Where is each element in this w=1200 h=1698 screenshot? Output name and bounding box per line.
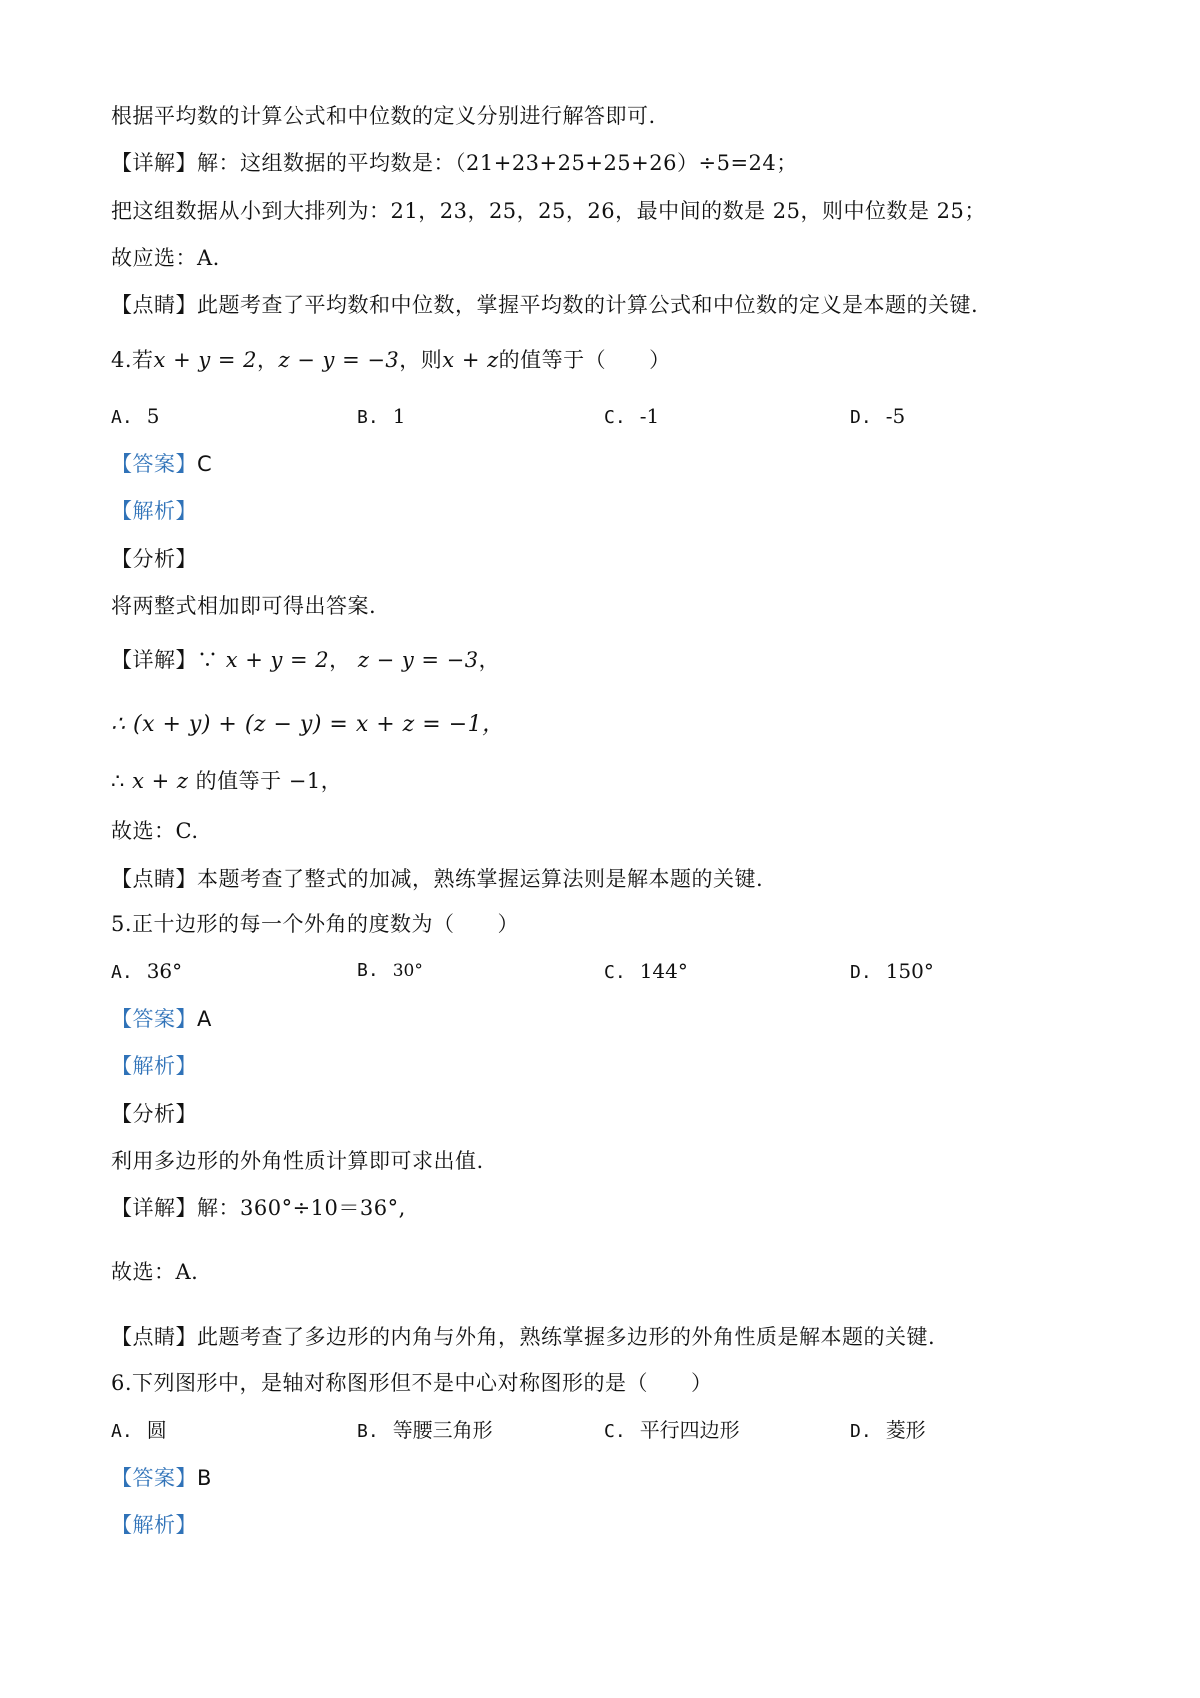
q4-eq1: x + y = 2 [153, 348, 258, 372]
q4-option-c [604, 401, 659, 433]
q5-analysis-text: 利用多边形的外角性质计算即可求出值. [111, 1149, 484, 1173]
q4-option-d [850, 401, 905, 433]
q4-option-c-text: -1 [639, 404, 660, 428]
q5-question: 5.正十边形的每一个外角的度数为（ ） [111, 912, 520, 936]
q4-expr: x + z [442, 348, 499, 372]
q4-step3-suffix: 的值等于 −1， [195, 769, 343, 793]
q4-answer [111, 449, 212, 479]
q4-option-d-text: -5 [885, 404, 906, 428]
q4-answer-value: C [197, 452, 213, 476]
q4-question-prefix: 4.若 [111, 348, 154, 372]
q6-option-c-text: 平行四边形 [639, 1418, 740, 1442]
q6-answer [111, 1463, 212, 1493]
q5-answer [111, 1004, 212, 1034]
q4-jiexi-label: 【解析】 [111, 499, 197, 523]
q4-detail-end: ， [478, 648, 501, 672]
q6-answer-label: 【答案】 [111, 1466, 197, 1490]
q5-option-c-letter: C. [604, 962, 626, 983]
q6-option-b-text: 等腰三角形 [392, 1418, 493, 1442]
q5-option-d [850, 956, 934, 988]
q4-option-a-letter: A. [111, 407, 133, 428]
q5-option-c [604, 956, 688, 988]
q6-option-d-text: 菱形 [885, 1418, 926, 1442]
q4-comment: 【点睛】本题考查了整式的加减，熟练掌握运算法则是解本题的关键. [111, 867, 764, 891]
q4-step3 [111, 766, 342, 796]
q4-question-suffix: 的值等于（ ） [498, 348, 671, 372]
q6-option-d [850, 1415, 926, 1447]
q4-option-b [357, 401, 405, 433]
q6-option-c [604, 1415, 740, 1447]
q5-jiexi-label: 【解析】 [111, 1054, 197, 1078]
q5-option-b-text: 30° [392, 961, 423, 981]
q5-answer-value: A [197, 1007, 212, 1031]
q5-option-a-text: 36° [146, 959, 183, 983]
q4-sep2: ，则 [399, 348, 443, 372]
q3-choice: 故应选：A. [111, 246, 220, 270]
q4-detail-sep: ， [329, 648, 351, 672]
q5-comment: 【点睛】此题考查了多边形的内角与外角，熟练掌握多边形的外角性质是解本题的关键. [111, 1325, 936, 1349]
q4-sep1: ， [257, 348, 279, 372]
q4-detail-eq1: x + y = 2 [225, 648, 330, 672]
q4-answer-label: 【答案】 [111, 452, 197, 476]
q4-step2: ∴ (x + y) + (z − y) = x + z = −1， [111, 712, 505, 737]
q5-option-a-letter: A. [111, 962, 133, 983]
q5-option-b-letter: B. [357, 960, 379, 981]
q5-option-a [111, 956, 182, 988]
q4-step3-prefix: ∴ [111, 769, 125, 793]
q6-jiexi-label: 【解析】 [111, 1513, 197, 1537]
q5-option-c-text: 144° [639, 959, 688, 983]
q6-option-a-text: 圆 [146, 1418, 167, 1442]
q5-option-b [357, 956, 423, 986]
q3-detail-2: 把这组数据从小到大排列为：21，23，25，25，26，最中间的数是 25，则中位数是 25； [111, 199, 986, 223]
q6-option-a-letter: A. [111, 1421, 133, 1442]
q3-analysis-text: 根据平均数的计算公式和中位数的定义分别进行解答即可. [111, 104, 656, 128]
q5-fenxi-label: 【分析】 [111, 1102, 197, 1126]
q6-option-a [111, 1415, 167, 1447]
q5-detail: 【详解】解：360°÷10＝36°, [111, 1196, 406, 1220]
q6-option-b-letter: B. [357, 1421, 379, 1442]
q4-option-b-letter: B. [357, 407, 379, 428]
q4-detail-eq2: z − y = −3 [357, 648, 479, 672]
q4-option-c-letter: C. [604, 407, 626, 428]
q5-answer-label: 【答案】 [111, 1007, 197, 1031]
q4-step3-expr: x + z [132, 769, 189, 793]
q4-option-b-text: 1 [392, 404, 406, 428]
q4-analysis-text: 将两整式相加即可得出答案. [111, 594, 377, 618]
q6-answer-value: B [197, 1466, 212, 1490]
q4-detail [111, 645, 500, 675]
q4-question [111, 345, 671, 375]
q3-detail-1: 【详解】解：这组数据的平均数是：（21+23+25+25+26）÷5=24； [111, 151, 798, 175]
q4-choice: 故选：C. [111, 819, 199, 843]
q5-option-d-text: 150° [885, 959, 934, 983]
q5-choice: 故选：A. [111, 1260, 199, 1284]
q6-option-c-letter: C. [604, 1421, 626, 1442]
q6-question: 6.下列图形中，是轴对称图形但不是中心对称图形的是（ ） [111, 1371, 713, 1395]
q5-option-d-letter: D. [850, 962, 872, 983]
q4-option-a [111, 401, 159, 433]
q4-option-d-letter: D. [850, 407, 872, 428]
q4-detail-label: 【详解】∵ [111, 648, 219, 672]
q4-eq2: z − y = −3 [278, 348, 400, 372]
q3-comment: 【点睛】此题考查了平均数和中位数，掌握平均数的计算公式和中位数的定义是本题的关键. [111, 293, 979, 317]
q6-option-d-letter: D. [850, 1421, 872, 1442]
q4-option-a-text: 5 [146, 404, 160, 428]
q6-option-b [357, 1415, 493, 1447]
q4-fenxi-label: 【分析】 [111, 547, 197, 571]
